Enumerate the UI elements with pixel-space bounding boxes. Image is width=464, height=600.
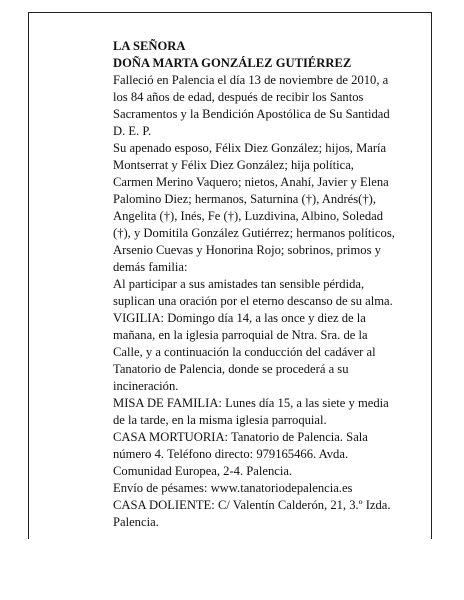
text-line: Palencia. [113, 515, 159, 529]
text-line: VIGILIA: Domingo día 14, a las once y diez de la [113, 311, 366, 325]
text-line: los 84 años de edad, después de recibir los Santos [113, 90, 364, 104]
text-line: CASA DOLIENTE: C/ Valentín Calderón, 21, 3.º Izda. [113, 498, 391, 512]
text-line: (†), y Domitila González Gutiérrez; hermanos políticos, [113, 226, 395, 240]
heading-name: DOÑA MARTA GONZÁLEZ GUTIÉRREZ [113, 56, 352, 70]
text-line: Calle, y a continuación la conducción del cadáver al [113, 345, 376, 359]
text-line: Falleció en Palencia el día 13 de noviembre de 2010, a [113, 73, 389, 87]
text-line: Palomino Diez; hermanos, Saturnina (†), Andrés(†), [113, 192, 377, 206]
obituary-text [113, 38, 428, 531]
text-line: suplican una oración por el eterno descanso de su alma. [113, 294, 393, 308]
text-line: mañana, en la iglesia parroquial de Ntra. Sra. de la [113, 328, 368, 342]
text-line: Sacramentos y la Bendición Apostólica de Su Santidad [113, 107, 390, 121]
text-line: Arsenio Cuevas y Honorina Rojo; sobrinos, primos y [113, 243, 381, 257]
text-line: D. E. P. [113, 124, 152, 138]
text-line: de la tarde, en la misma iglesia parroquial. [113, 413, 327, 427]
text-line: demás familia: [113, 260, 188, 274]
text-line: Envío de pésames: www.tanatoriodepalencia.es [113, 481, 353, 495]
text-line: Al participar a sus amistades tan sensible pérdida, [113, 277, 365, 291]
text-line: Angelita (†), Inés, Fe (†), Luzdivina, Albino, Soledad [113, 209, 384, 223]
text-line: Tanatorio de Palencia, donde se procederá a su [113, 362, 349, 376]
text-line: número 4. Teléfono directo: 979165466. Avda. [113, 447, 349, 461]
heading-title: LA SEÑORA [113, 39, 186, 53]
text-line: Comunidad Europea, 2-4. Palencia. [113, 464, 293, 478]
text-line: CASA MORTUORIA: Tanatorio de Palencia. Sala [113, 430, 368, 444]
text-line: incineración. [113, 379, 179, 393]
text-line: Su apenado esposo, Félix Diez González; hijos, María [113, 141, 387, 155]
text-line: Montserrat y Félix Diez González; hija política, [113, 158, 354, 172]
text-line: MISA DE FAMILIA: Lunes día 15, a las siete y media [113, 396, 389, 410]
text-line: Carmen Merino Vaquero; nietos, Anahí, Javier y Elena [113, 175, 389, 189]
